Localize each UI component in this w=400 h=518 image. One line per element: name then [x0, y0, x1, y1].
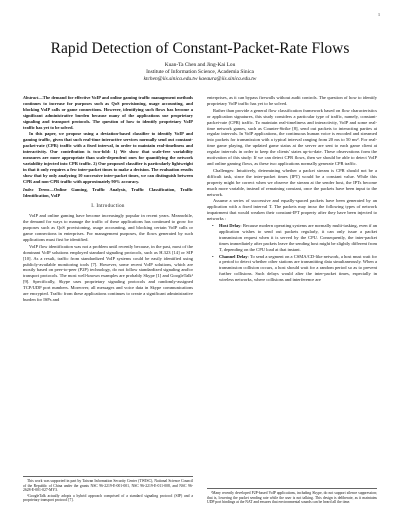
right-column: [207, 95, 377, 285]
list-item: • Channel Delay: To send a segment on a CSMA/CD-like network, a host must wait for a period to detect whether other stations are transmitting data simultaneously. When a transmission collision occurs, a host should wait for a random period so as to prevent further collisions. Such delays would alter the inter-packet times, especially in wireless networks, where collisions and interference are: [219, 254, 377, 284]
right-para-challenges: Challenges: Intuitively, determining whether a packet stream is CPR should not be a difficult task, since the inter-packet times (IPT) would be a constant value. While this property might be correct when we observe the stream at the sender host, the IPTs become much more variable, instead of remaining constant, once the packets have been input to the network.: [207, 167, 377, 197]
list-item: • Host Delay: Because modern operating systems are normally multi-tasking, even if an application wishes to send out packets regularly, it can only issue a packet transmission request when it is served by the CPU. Consequently, the inter-packet times immediately after packets leave the sending host might be slightly different from T, depending on the CPU load at that instant.: [219, 223, 377, 253]
footnote-1: ¹GoogleTalk actually adopts a hybrid approach comprised of a standard signaling protocol (SIP) and a proprietary transport protocol [7].: [23, 493, 193, 503]
intro-para-2: VoIP flow identification was not a problem until recently because, in the past, most of the dominant VoIP solutions employed standard signaling protocols, such as H.323 [14] or SIP [10]. As a result, traffic from standardized VoIP systems could be easily identified using publicly-available monitoring tools [7]. However, some recent VoIP solutions, which are mostly based on peer-to-peer (P2P) technology, do not follow standardized signaling and/or transport protocols. The most well-known examples are probably Skype [1] and GoogleTalk¹ [9]. Specifically, Skype uses proprietary signaling protocols and randomly-assigned TCP/UDP port numbers. Moreover, all messages and voice data in Skype communications are encrypted. Traffic from these applications continues to create a significant administrative burden for ISPs and: [23, 243, 193, 302]
paper-title: Rapid Detection of Constant-Packet-Rate Flows: [50, 40, 350, 57]
section-heading-introduction: I. Introduction: [91, 204, 125, 210]
left-column: [23, 95, 193, 304]
abstract-lead: Abstract: [23, 95, 39, 100]
left-footnotes: [23, 476, 193, 504]
right-footnotes: [207, 488, 377, 506]
abstract-para-1: Abstract—The demand for effective VoIP and online gaming traffic management methods continues to increase for purposes such as QoS provisioning, usage accounting, and blocking VoIP calls or game connections. However, identifying such flows has become a significant administrative burden because many of the applications use proprietary signaling and transport protocols. The question of how to identify proprietary VoIP traffic has yet to be solved.: [23, 95, 193, 130]
author-block: [0, 62, 400, 83]
author-names: Kuan-Ta Chen and Jing-Kai Lou: [164, 62, 236, 68]
index-terms: Index Terms—Online Gaming, Traffic Analysis, Traffic Classification, Traffic Identification, VoIP: [23, 186, 193, 198]
impairment-list: [207, 223, 377, 283]
page-number: 1: [378, 12, 380, 17]
affiliation: Institute of Information Science, Academia Sinica: [146, 69, 254, 75]
author-email: ktchen@iis.sinica.edu.tw kaeaura@iis.sinica.edu.tw: [143, 76, 257, 82]
right-para-2: Rather than provide a general flow classification framework based on flow characteristics or application signatures, this study considers a particular type of traffic, namely, constant-packet-rate (CPR) traffic. To maintain real-timeliness and interactivity, VoIP and some real-time network games, such as Counter-Strike [8], send out packets to interacting parties at regular intervals. In VoIP applications, the continuous human voice is encoded and streamed into packets for transmission with a typical interval ranging from 20 ms to 50 ms². For real-time game playing, the updated game status at the server are sent to each game client at regular intervals in order to keep the clients' states up-to-date. These observations form the motivation of this study: If we can detect CPR flows, then we should be able to detect VoIP and online gaming flows, as these two applications normally generate CPR traffic.: [207, 107, 377, 166]
footnote-2: ²Many recently developed P2P-based VoIP applications, including Skype, do not support silence suppression; that is, lowering the packet sending rate while the user is not talking. This design is deliberate, as it maintains UDP port bindings at the NAT and ensures that environmental sounds can be heard all the time.: [207, 491, 377, 505]
footnote-funding: This work was supported in part by Taiwan Information Security Center (TWISC), National Science Council of the Republic of China under the grants NSC 96-2219-E-001-001, NSC 96-2219-E-011-008, and NSC 96-2628-E-001-027-MY3.: [23, 479, 193, 493]
abstract-para-2: In this paper, we propose using a deviation-based classifier to identify VoIP and gaming traffic, given that such real-time interactive services normally send out constant-packet-rate (CPR) traffic with a fixed interval, in order to maintain real-timeliness and interactivity. Our contribution is two-fold: 1) We show that scale-free variability measures are more appropriate than scale-dependent ones for quantifying the network variability injected into CPR traffic. 2) Our proposed classifier is particularly lightweight in that it only requires a few inter-packet times to make a decision. The evaluation results show that by only analyzing 10 successive inter-packet times, we can distinguish between CPR and non-CPR traffic with approximately 90% accuracy.: [23, 131, 193, 184]
intro-para-1: VoIP and online gaming have become increasingly popular in recent years. Meanwhile, the demand for ways to manage the traffic of these applications has continued to grow for purposes such as QoS provisioning, usage accounting, and blocking certain VoIP calls or game connections in enterprises. For management purposes, the flows generated by such applications must first be identified.: [23, 213, 193, 242]
right-para-1: enterprises, as it can bypass firewalls without audit controls. The question of how to identify proprietary VoIP traffic has yet to be solved.: [207, 95, 377, 106]
right-para-4: Assume a series of successive and equally-spaced packets have been generated by an application with a fixed interval T. The packets may incur the following types of network impairment that would weaken their constant-IPT property after they have been injected to networks :: [207, 198, 377, 222]
abstract: [23, 95, 193, 185]
